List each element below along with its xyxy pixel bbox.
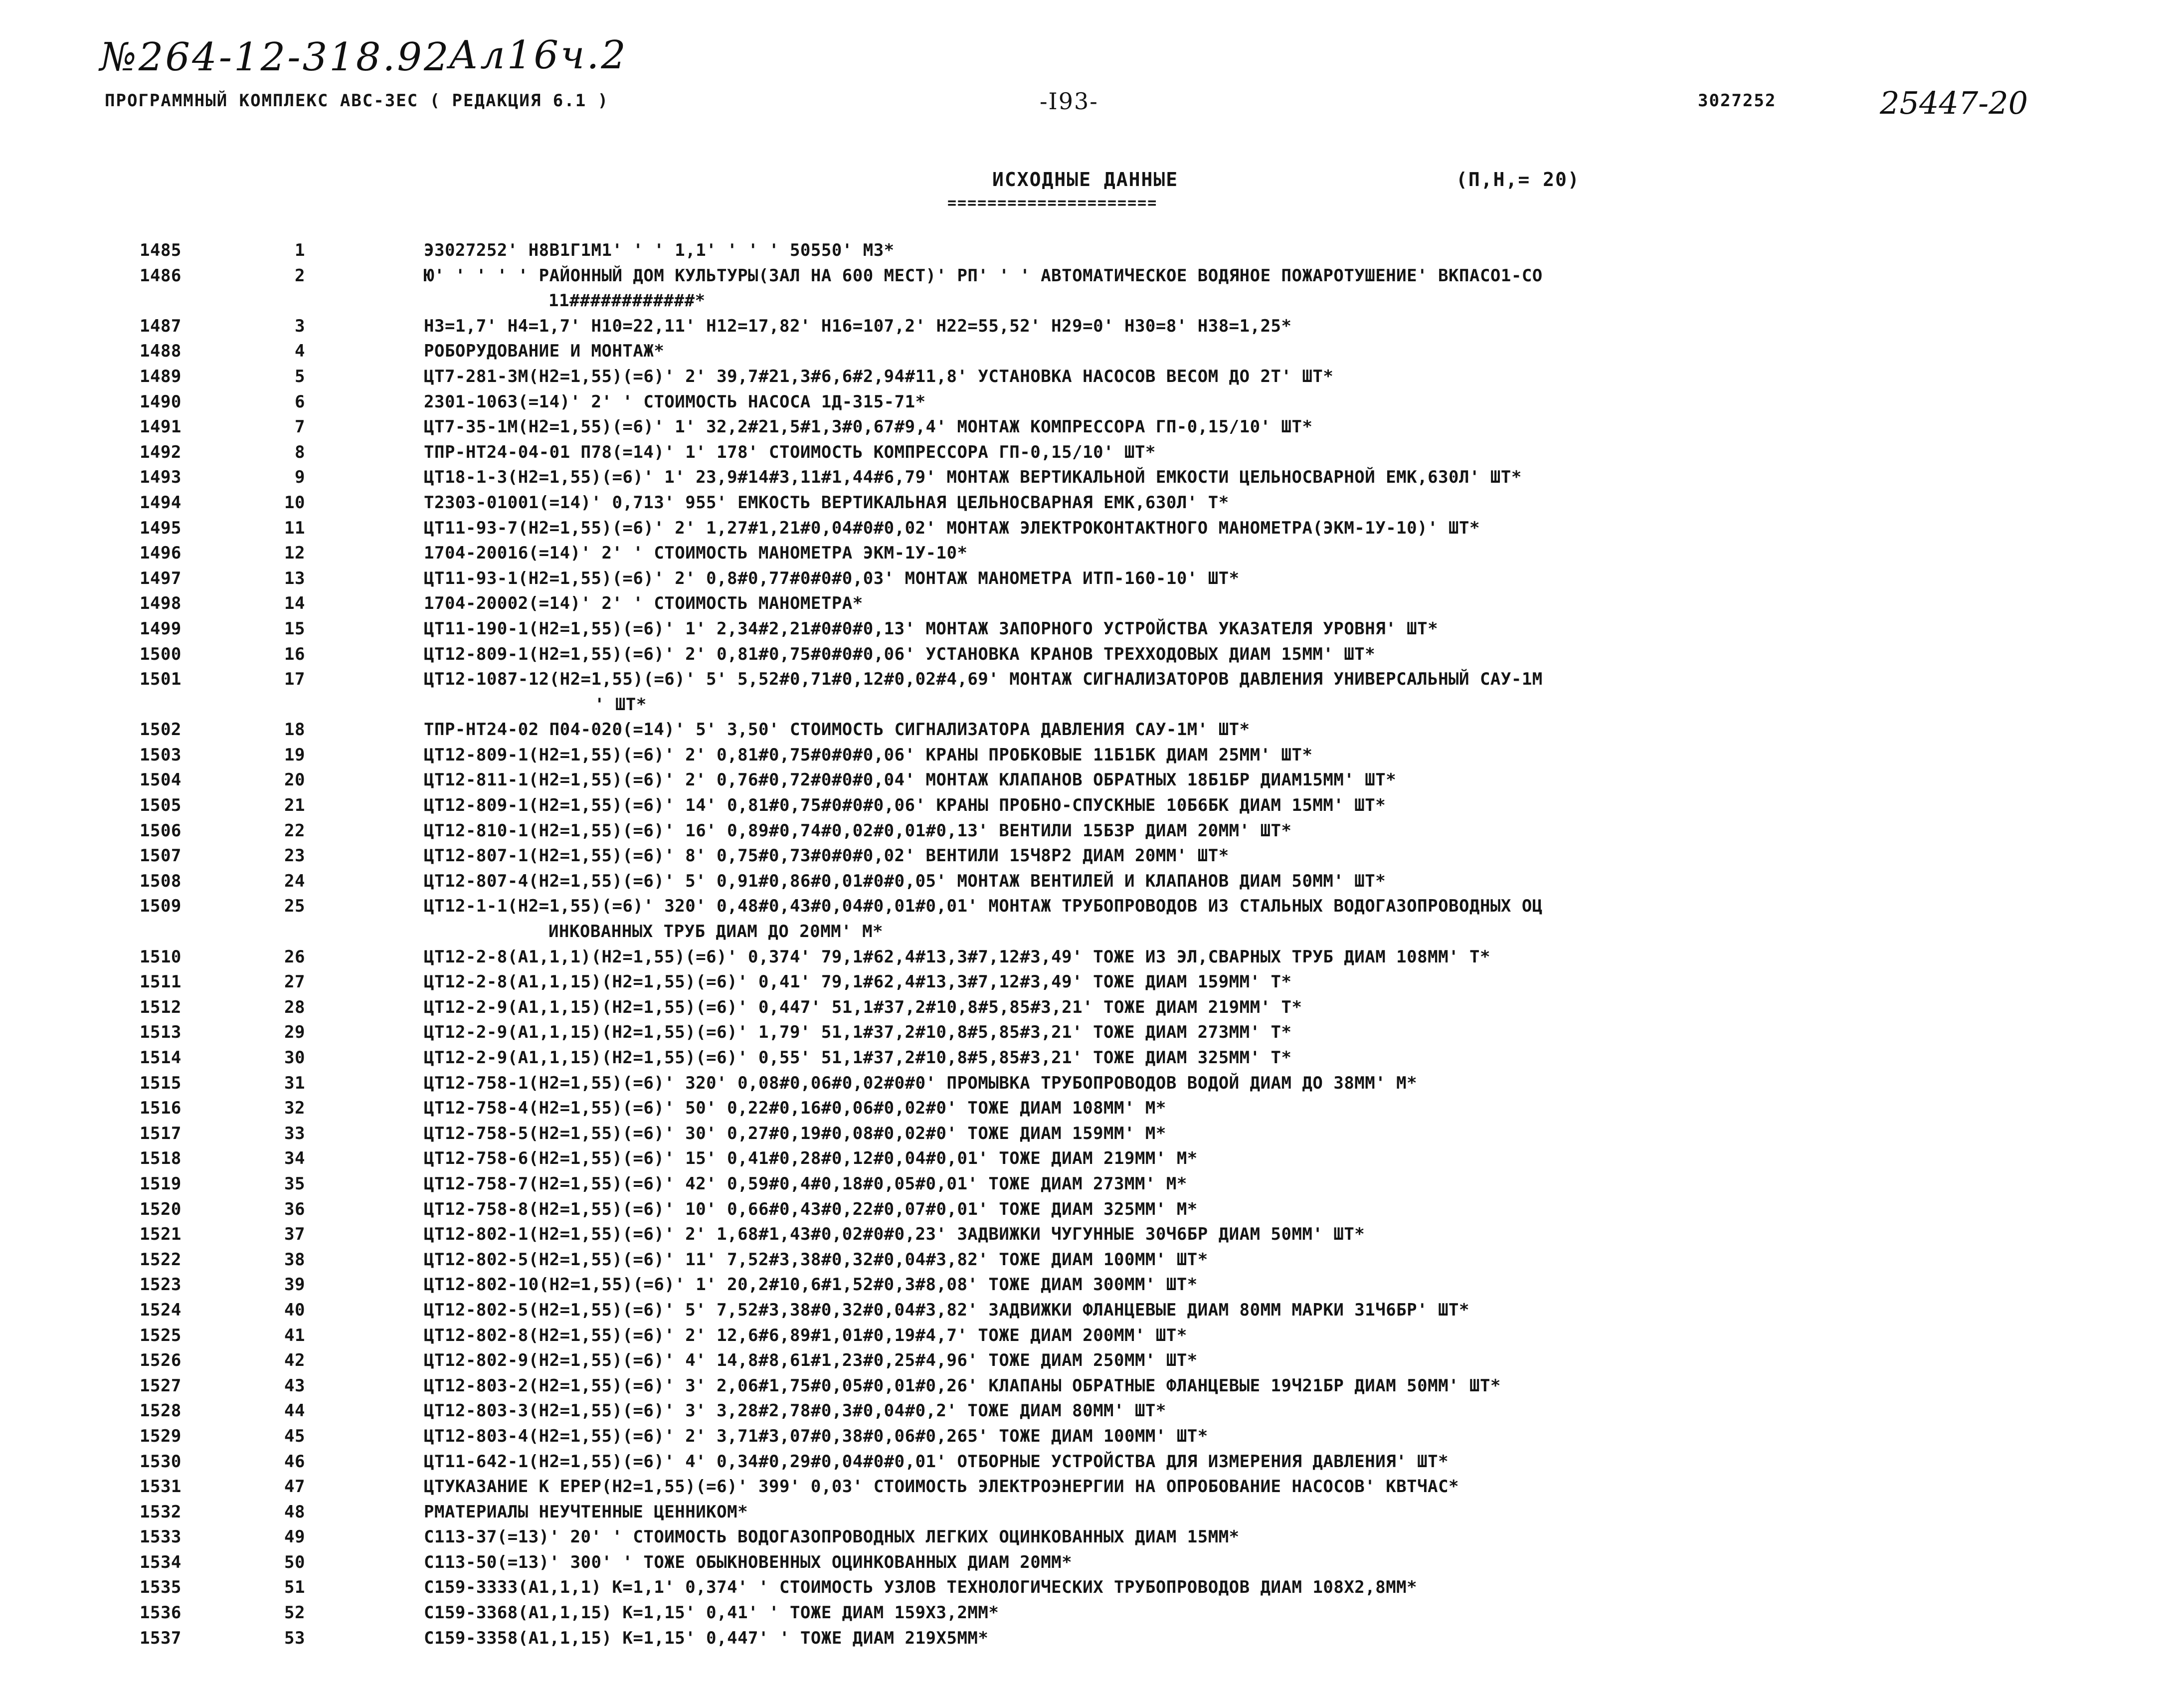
listing-row: [0, 593, 2179, 619]
record-number: 2: [295, 265, 305, 286]
line-number: 1506: [140, 820, 182, 841]
line-number: 1510: [140, 947, 182, 967]
record-text: ЦТ12-1087-12(Н2=1,55)(=6)' 5' 5,52#0,71#0,12#0,02#4,69' МОНТАЖ СИГНАЛИЗАТОРОВ ДАВЛЕНИЯ УНИВЕРСАЛЬНЫЙ САУ-1М: [424, 669, 1543, 690]
record-text: ЦТ12-803-3(Н2=1,55)(=6)' 3' 3,28#2,78#0,3#0,04#0,2' ТОЖЕ ДИАМ 80ММ' ШТ*: [424, 1401, 1166, 1421]
line-number: 1529: [140, 1426, 182, 1446]
record-text: ЦТ12-803-4(Н2=1,55)(=6)' 2' 3,71#3,07#0,38#0,06#0,265' ТОЖЕ ДИАМ 100ММ' ШТ*: [424, 1426, 1208, 1446]
line-number: 1517: [140, 1123, 182, 1143]
listing-row: [0, 871, 2179, 897]
record-number: 1: [295, 240, 305, 260]
listing-row: [0, 1552, 2179, 1578]
line-number: 1523: [140, 1275, 182, 1295]
line-number: 1520: [140, 1199, 182, 1219]
listing-row: [0, 770, 2179, 795]
record-number: 16: [284, 644, 305, 664]
listing-continuation-row: [0, 695, 2179, 720]
line-number: 1496: [140, 543, 182, 564]
record-text: ЦТ7-281-3М(Н2=1,55)(=6)' 2' 39,7#21,3#6,6#2,94#11,8' УСТАНОВКА НАСОСОВ ВЕСОМ ДО 2Т' ШТ*: [424, 366, 1334, 386]
line-number: 1513: [140, 1022, 182, 1043]
record-text: Т2303-01001(=14)' 0,713' 955' ЕМКОСТЬ ВЕРТИКАЛЬНАЯ ЦЕЛЬНОСВАРНАЯ ЕМК,630Л' Т*: [424, 492, 1229, 513]
listing-row: [0, 1577, 2179, 1603]
record-number: 32: [284, 1098, 305, 1119]
listing-row: [0, 1477, 2179, 1502]
record-number: 42: [284, 1350, 305, 1371]
record-text: ЦТ12-802-8(Н2=1,55)(=6)' 2' 12,6#6,89#1,01#0,19#4,7' ТОЖЕ ДИАМ 200ММ' ШТ*: [424, 1325, 1187, 1345]
record-text: С159-3358(А1,1,15) К=1,15' 0,447' ' ТОЖЕ ДИАМ 219Х5ММ*: [424, 1628, 989, 1648]
line-number: 1519: [140, 1173, 182, 1194]
record-number: 31: [284, 1073, 305, 1093]
record-number: 7: [295, 417, 305, 437]
line-number: 1518: [140, 1148, 182, 1169]
handwritten-folio-mark: Ал16ч.2: [449, 33, 628, 78]
record-text: ЦТ12-802-9(Н2=1,55)(=6)' 4' 14,8#8,61#1,23#0,25#4,96' ТОЖЕ ДИАМ 250ММ' ШТ*: [424, 1350, 1198, 1371]
record-text: С113-37(=13)' 20' ' СТОИМОСТЬ ВОДОГАЗОПРОВОДНЫХ ЛЕГКИХ ОЦИНКОВАННЫХ ДИАМ 15ММ*: [424, 1527, 1240, 1547]
record-number: 9: [295, 467, 305, 488]
listing-row: [0, 896, 2179, 922]
record-text: ЦТ12-803-2(Н2=1,55)(=6)' 3' 2,06#1,75#0,05#0,01#0,26' КЛАПАНЫ ОБРАТНЫЕ ФЛАНЦЕВЫЕ 19Ч21БР ДИАМ 50ММ' ШТ*: [424, 1375, 1501, 1396]
listing-row: [0, 1073, 2179, 1099]
listing-row: [0, 392, 2179, 417]
line-number: 1504: [140, 770, 182, 790]
record-number: 41: [284, 1325, 305, 1345]
line-number: 1516: [140, 1098, 182, 1119]
listing-row: [0, 619, 2179, 644]
record-text: С113-50(=13)' 300' ' ТОЖЕ ОБЫКНОВЕННЫХ ОЦИНКОВАННЫХ ДИАМ 20ММ*: [424, 1552, 1073, 1572]
record-text: Ю' ' ' ' ' РАЙОННЫЙ ДОМ КУЛЬТУРЫ(ЗАЛ НА 600 МЕСТ)' РП' ' ' АВТОМАТИЧЕСКОЕ ВОДЯНОЕ ПОЖАРОТУШЕНИЕ' ВКПАСО1-СО: [424, 265, 1543, 286]
listing-continuation-row: [0, 922, 2179, 947]
listing-row: [0, 367, 2179, 392]
line-number: 1491: [140, 417, 182, 437]
record-text: ' ШТ*: [594, 694, 647, 715]
line-number: 1508: [140, 871, 182, 891]
line-number: 1514: [140, 1048, 182, 1068]
record-text: ЦТ12-807-4(Н2=1,55)(=6)' 5' 0,91#0,86#0,01#0#0,05' МОНТАЖ ВЕНТИЛЕЙ И КЛАПАНОВ ДИАМ 50ММ' ШТ*: [424, 871, 1386, 891]
line-number: 1528: [140, 1401, 182, 1421]
listing-row: [0, 947, 2179, 972]
record-text: ЦТ12-809-1(Н2=1,55)(=6)' 2' 0,81#0,75#0#0#0,06' УСТАНОВКА КРАНОВ ТРЕХХОДОВЫХ ДИАМ 15ММ' ШТ*: [424, 644, 1376, 664]
record-number: 26: [284, 947, 305, 967]
line-number: 1530: [140, 1451, 182, 1472]
record-number: 43: [284, 1375, 305, 1396]
record-number: 40: [284, 1300, 305, 1320]
record-text: ЦТ12-2-9(А1,1,15)(Н2=1,55)(=6)' 1,79' 51,1#37,2#10,8#5,85#3,21' ТОЖЕ ДИАМ 273ММ' Т*: [424, 1022, 1292, 1043]
listing-row: [0, 745, 2179, 770]
listing-row: [0, 846, 2179, 871]
record-text: ЦТ11-190-1(Н2=1,55)(=6)' 1' 2,34#2,21#0#0#0,13' МОНТАЖ ЗАПОРНОГО УСТРОЙСТВА УКАЗАТЕЛЯ УРОВНЯ' ШТ*: [424, 618, 1439, 639]
record-number: 28: [284, 997, 305, 1017]
listing-row: [0, 442, 2179, 468]
line-number: 1487: [140, 316, 182, 336]
record-text: ЦТ12-810-1(Н2=1,55)(=6)' 16' 0,89#0,74#0,02#0,01#0,13' ВЕНТИЛИ 15Б3Р ДИАМ 20ММ' ШТ*: [424, 820, 1292, 841]
record-text: ТПР-НТ24-04-01 П78(=14)' 1' 178' СТОИМОСТЬ КОМПРЕССОРА ГП-0,15/10' ШТ*: [424, 442, 1156, 462]
record-text: ЦТ7-35-1М(Н2=1,55)(=6)' 1' 32,2#21,5#1,3#0,67#9,4' МОНТАЖ КОМПРЕССОРА ГП-0,15/10' ШТ*: [424, 417, 1313, 437]
listing-row: [0, 569, 2179, 594]
record-text: РМАТЕРИАЛЫ НЕУЧТЕННЫЕ ЦЕННИКОМ*: [424, 1502, 748, 1522]
record-number: 45: [284, 1426, 305, 1446]
record-text: С159-3333(А1,1,1) К=1,1' 0,374' ' СТОИМОСТЬ УЗЛОВ ТЕХНОЛОГИЧЕСКИХ ТРУБОПРОВОДОВ ДИАМ 108Х2,8ММ*: [424, 1577, 1418, 1598]
record-number: 27: [284, 972, 305, 992]
line-number: 1494: [140, 492, 182, 513]
record-number: 12: [284, 543, 305, 564]
record-number: 18: [284, 720, 305, 740]
record-text: С159-3368(А1,1,15) К=1,15' 0,41' ' ТОЖЕ ДИАМ 159Х3,2ММ*: [424, 1603, 999, 1623]
listing-row: [0, 795, 2179, 821]
record-text: ЦТ18-1-3(Н2=1,55)(=6)' 1' 23,9#14#3,11#1,44#6,79' МОНТАЖ ВЕРТИКАЛЬНОЙ ЕМКОСТИ ЦЕЛЬНОСВАРНОЙ ЕМК,630Л' ШТ*: [424, 467, 1522, 488]
record-text: ЦТ11-642-1(Н2=1,55)(=6)' 4' 0,34#0,29#0,04#0#0,01' ОТБОРНЫЕ УСТРОЙСТВА ДЛЯ ИЗМЕРЕНИЯ ДАВЛЕНИЯ' ШТ*: [424, 1451, 1449, 1472]
record-text: ЦТ12-2-9(А1,1,15)(Н2=1,55)(=6)' 0,55' 51,1#37,2#10,8#5,85#3,21' ТОЖЕ ДИАМ 325ММ' Т*: [424, 1048, 1292, 1068]
record-number: 13: [284, 568, 305, 588]
line-number: 1515: [140, 1073, 182, 1093]
record-number: 23: [284, 846, 305, 866]
record-text: ЦТ12-758-7(Н2=1,55)(=6)' 42' 0,59#0,4#0,18#0,05#0,01' ТОЖЕ ДИАМ 273ММ' М*: [424, 1173, 1187, 1194]
record-number: 11: [284, 518, 305, 538]
listing-row: [0, 1401, 2179, 1426]
line-number: 1493: [140, 467, 182, 488]
listing-row: [0, 972, 2179, 997]
record-number: 3: [295, 316, 305, 336]
listing-row: [0, 1426, 2179, 1452]
line-number: 1521: [140, 1224, 182, 1245]
listing-row: [0, 1224, 2179, 1250]
listing-row: [0, 1300, 2179, 1326]
listing-row: [0, 669, 2179, 695]
record-text: ЦТ12-2-9(А1,1,15)(Н2=1,55)(=6)' 0,447' 51,1#37,2#10,8#5,85#3,21' ТОЖЕ ДИАМ 219ММ' Т*: [424, 997, 1302, 1017]
record-text: 1704-20016(=14)' 2' ' СТОИМОСТЬ МАНОМЕТРА ЭКМ-1У-10*: [424, 543, 968, 564]
listing-row: [0, 493, 2179, 518]
line-number: 1499: [140, 618, 182, 639]
record-text: ЦТ12-809-1(Н2=1,55)(=6)' 14' 0,81#0,75#0#0#0,06' КРАНЫ ПРОБНО-СПУСКНЫЕ 10Б6БК ДИАМ 15ММ' ШТ*: [424, 795, 1386, 816]
line-number: 1524: [140, 1300, 182, 1320]
listing-row: [0, 266, 2179, 291]
line-number: 1512: [140, 997, 182, 1017]
line-number: 1505: [140, 795, 182, 816]
record-number: 22: [284, 820, 305, 841]
listing-row: [0, 1326, 2179, 1351]
record-text: 1704-20002(=14)' 2' ' СТОИМОСТЬ МАНОМЕТРА*: [424, 593, 863, 614]
record-number: 39: [284, 1275, 305, 1295]
document-number: 3027252: [1698, 91, 1777, 111]
section-underline: =====================: [947, 194, 1158, 212]
record-number: 34: [284, 1148, 305, 1169]
line-number: 1501: [140, 669, 182, 690]
line-number: 1490: [140, 391, 182, 412]
record-number: 4: [295, 341, 305, 362]
record-text: 2301-1063(=14)' 2' ' СТОИМОСТЬ НАСОСА 1Д-315-71*: [424, 391, 926, 412]
listing-row: [0, 417, 2179, 442]
record-text: 11############*: [548, 291, 706, 311]
record-number: 52: [284, 1603, 305, 1623]
page-number: -I93-: [1040, 88, 1098, 115]
line-number: 1509: [140, 896, 182, 917]
record-text: ЦТ12-758-1(Н2=1,55)(=6)' 320' 0,08#0,06#0,02#0#0' ПРОМЫВКА ТРУБОПРОВОДОВ ВОДОЙ ДИАМ ДО 38ММ' М*: [424, 1073, 1418, 1093]
record-number: 38: [284, 1249, 305, 1270]
record-text: ЦТ12-758-4(Н2=1,55)(=6)' 50' 0,22#0,16#0,06#0,02#0' ТОЖЕ ДИАМ 108ММ' М*: [424, 1098, 1166, 1119]
listing-row: [0, 1124, 2179, 1149]
record-number: 33: [284, 1123, 305, 1143]
line-number: 1497: [140, 568, 182, 588]
listing-row: [0, 341, 2179, 367]
line-number: 1526: [140, 1350, 182, 1371]
listing-row: [0, 644, 2179, 670]
line-number: 1511: [140, 972, 182, 992]
record-text: ЦТ12-802-10(Н2=1,55)(=6)' 1' 20,2#10,6#1,52#0,3#8,08' ТОЖЕ ДИАМ 300ММ' ШТ*: [424, 1275, 1198, 1295]
listing-row: [0, 1603, 2179, 1628]
record-number: 47: [284, 1477, 305, 1497]
line-number: 1507: [140, 846, 182, 866]
record-text: ЦТ11-93-7(Н2=1,55)(=6)' 2' 1,27#1,21#0,04#0#0,02' МОНТАЖ ЭЛЕКТРОКОНТАКТНОГО МАНОМЕТРА(ЭКМ-1У-10)' ШТ*: [424, 518, 1480, 538]
listing-row: [0, 543, 2179, 569]
listing-row: [0, 1376, 2179, 1401]
record-number: 20: [284, 770, 305, 790]
record-number: 49: [284, 1527, 305, 1547]
record-text: ЦТ12-1-1(Н2=1,55)(=6)' 320' 0,48#0,43#0,04#0,01#0,01' МОНТАЖ ТРУБОПРОВОДОВ ИЗ СТАЛЬНЫХ ВОДОГАЗОПРОВОДНЫХ ОЦ: [424, 896, 1543, 917]
record-text: ЦТ12-2-8(А1,1,15)(Н2=1,55)(=6)' 0,41' 79,1#62,4#13,3#7,12#3,49' ТОЖЕ ДИАМ 159ММ' Т*: [424, 972, 1292, 992]
record-text: ТПР-НТ24-02 П04-020(=14)' 5' 3,50' СТОИМОСТЬ СИГНАЛИЗАТОРА ДАВЛЕНИЯ САУ-1М' ШТ*: [424, 720, 1250, 740]
line-number: 1537: [140, 1628, 182, 1648]
listing-row: [0, 1098, 2179, 1124]
listing-row: [0, 1628, 2179, 1654]
listing-row: [0, 1350, 2179, 1376]
listing-row: [0, 316, 2179, 342]
handwritten-document-code: №264-12-318.92: [100, 35, 451, 80]
record-number: 46: [284, 1451, 305, 1472]
line-number: 1485: [140, 240, 182, 260]
listing-row: [0, 1452, 2179, 1477]
record-number: 25: [284, 896, 305, 917]
line-number: 1486: [140, 265, 182, 286]
record-number: 8: [295, 442, 305, 462]
record-number: 6: [295, 391, 305, 412]
listing-row: [0, 720, 2179, 745]
record-number: 50: [284, 1552, 305, 1572]
record-text: ЦТ12-802-5(Н2=1,55)(=6)' 11' 7,52#3,38#0,32#0,04#3,82' ТОЖЕ ДИАМ 100ММ' ШТ*: [424, 1249, 1208, 1270]
record-text: ЦТ12-2-8(А1,1,1)(Н2=1,55)(=6)' 0,374' 79,1#62,4#13,3#7,12#3,49' ТОЖЕ ИЗ ЭЛ,СВАРНЫХ ТРУБ ДИАМ 108ММ' Т*: [424, 947, 1490, 967]
record-text: ЦТ12-758-6(Н2=1,55)(=6)' 15' 0,41#0,28#0,12#0,04#0,01' ТОЖЕ ДИАМ 219ММ' М*: [424, 1148, 1198, 1169]
listing-row: [0, 1048, 2179, 1073]
record-text: Н3=1,7' Н4=1,7' Н10=22,11' Н12=17,82' Н16=107,2' Н22=55,52' Н29=0' Н30=8' Н38=1,25*: [424, 316, 1292, 336]
line-number: 1534: [140, 1552, 182, 1572]
listing-row: [0, 1502, 2179, 1527]
listing-row: [0, 1527, 2179, 1552]
record-text: ЦТ11-93-1(Н2=1,55)(=6)' 2' 0,8#0,77#0#0#0,03' МОНТАЖ МАНОМЕТРА ИТП-160-10' ШТ*: [424, 568, 1240, 588]
record-number: 17: [284, 669, 305, 690]
record-number: 44: [284, 1401, 305, 1421]
record-text: ЦТ12-809-1(Н2=1,55)(=6)' 2' 0,81#0,75#0#0#0,06' КРАНЫ ПРОБКОВЫЕ 11Б1БК ДИАМ 25ММ' ШТ*: [424, 745, 1313, 765]
listing-row: [0, 518, 2179, 544]
record-number: 10: [284, 492, 305, 513]
record-number: 29: [284, 1022, 305, 1043]
line-number: 1536: [140, 1603, 182, 1623]
record-text: ИНКОВАННЫХ ТРУБ ДИАМ ДО 20ММ' М*: [548, 922, 884, 942]
record-number: 48: [284, 1502, 305, 1522]
line-number: 1522: [140, 1249, 182, 1270]
record-text: ЦТ12-758-8(Н2=1,55)(=6)' 10' 0,66#0,43#0,22#0,07#0,01' ТОЖЕ ДИАМ 325ММ' М*: [424, 1199, 1198, 1219]
record-text: ЦТУКАЗАНИЕ К ЕРЕР(Н2=1,55)(=6)' 399' 0,03' СТОИМОСТЬ ЭЛЕКТРОЭНЕРГИИ НА ОПРОБОВАНИЕ НАСОСОВ' КВТЧАС*: [424, 1477, 1459, 1497]
record-text: РОБОРУДОВАНИЕ И МОНТАЖ*: [424, 341, 665, 362]
listing-row: [0, 1250, 2179, 1275]
listing-row: [0, 240, 2179, 266]
handwritten-archive-number: 25447-20: [1880, 85, 2028, 121]
section-parameter: (П,Н,= 20): [1456, 169, 1580, 190]
record-number: 51: [284, 1577, 305, 1598]
record-number: 35: [284, 1173, 305, 1194]
record-number: 53: [284, 1628, 305, 1648]
listing-row: [0, 1275, 2179, 1300]
listing-row: [0, 821, 2179, 846]
listing-row: [0, 997, 2179, 1023]
line-number: 1488: [140, 341, 182, 362]
record-number: 19: [284, 745, 305, 765]
record-number: 5: [295, 366, 305, 386]
line-number: 1492: [140, 442, 182, 462]
record-text: ЦТ12-807-1(Н2=1,55)(=6)' 8' 0,75#0,73#0#0#0,02' ВЕНТИЛИ 15Ч8Р2 ДИАМ 20ММ' ШТ*: [424, 846, 1229, 866]
record-number: 30: [284, 1048, 305, 1068]
listing-row: [0, 467, 2179, 493]
record-text: ЦТ12-758-5(Н2=1,55)(=6)' 30' 0,27#0,19#0,08#0,02#0' ТОЖЕ ДИАМ 159ММ' М*: [424, 1123, 1166, 1143]
listing-row: [0, 1148, 2179, 1174]
record-number: 14: [284, 593, 305, 614]
line-number: 1503: [140, 745, 182, 765]
line-number: 1495: [140, 518, 182, 538]
program-title: ПРОГРАММНЫЙ КОМПЛЕКС АВС-3ЕС ( РЕДАКЦИЯ 6.1 ): [105, 91, 609, 111]
record-text: ЦТ12-802-1(Н2=1,55)(=6)' 2' 1,68#1,43#0,02#0#0,23' ЗАДВИЖКИ ЧУГУННЫЕ 30Ч6БР ДИАМ 50ММ' ШТ*: [424, 1224, 1365, 1245]
line-number: 1525: [140, 1325, 182, 1345]
record-text: ЦТ12-802-5(Н2=1,55)(=6)' 5' 7,52#3,38#0,32#0,04#3,82' ЗАДВИЖКИ ФЛАНЦЕВЫЕ ДИАМ 80ММ МАРКИ 31Ч6БР' ШТ*: [424, 1300, 1469, 1320]
listing-row: [0, 1174, 2179, 1199]
line-number: 1535: [140, 1577, 182, 1598]
record-text: ЦТ12-811-1(Н2=1,55)(=6)' 2' 0,76#0,72#0#0#0,04' МОНТАЖ КЛАПАНОВ ОБРАТНЫХ 18Б1БР ДИАМ15ММ' ШТ*: [424, 770, 1397, 790]
line-number: 1489: [140, 366, 182, 386]
record-number: 37: [284, 1224, 305, 1245]
record-number: 21: [284, 795, 305, 816]
listing-continuation-row: [0, 291, 2179, 316]
line-number: 1532: [140, 1502, 182, 1522]
line-number: 1502: [140, 720, 182, 740]
line-number: 1531: [140, 1477, 182, 1497]
input-data-listing: [0, 240, 2179, 1653]
record-text: Э3027252' Н8В1Г1М1' ' ' 1,1' ' ' ' 50550' М3*: [424, 240, 895, 260]
record-number: 15: [284, 618, 305, 639]
listing-row: [0, 1022, 2179, 1048]
line-number: 1533: [140, 1527, 182, 1547]
section-title: ИСХОДНЫЕ ДАННЫЕ: [992, 169, 1179, 190]
listing-row: [0, 1199, 2179, 1225]
line-number: 1498: [140, 593, 182, 614]
record-number: 36: [284, 1199, 305, 1219]
line-number: 1500: [140, 644, 182, 664]
record-number: 24: [284, 871, 305, 891]
line-number: 1527: [140, 1375, 182, 1396]
